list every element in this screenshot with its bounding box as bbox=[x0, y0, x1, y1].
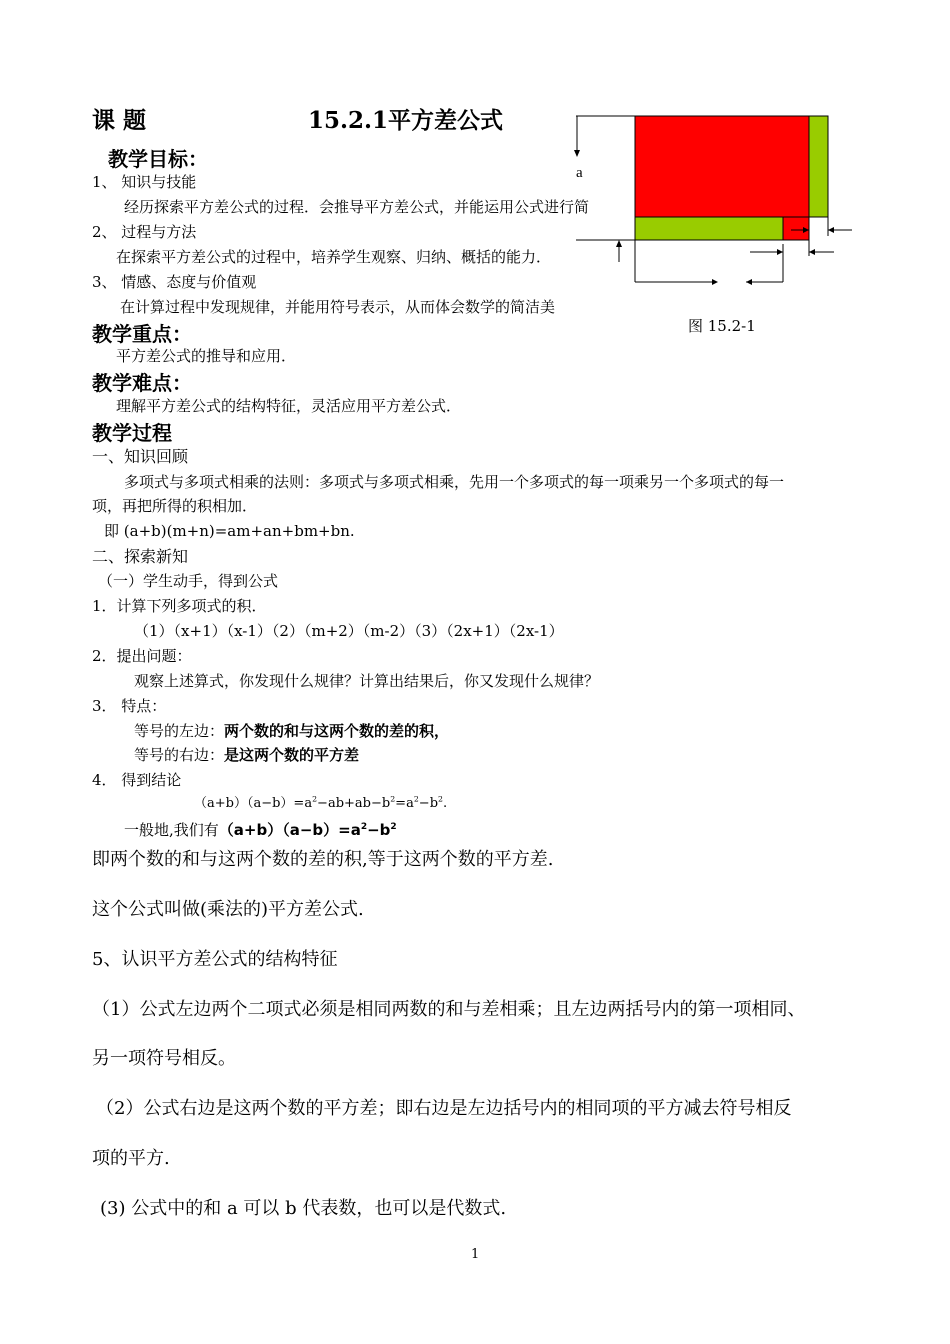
figure-green-right-strip bbox=[809, 116, 828, 217]
feature2-line1: （2）公式右边是这两个数的平方差；即右边是左边括号内的相同项的平方减去符号相反 bbox=[96, 1098, 792, 1119]
step3-left bbox=[134, 723, 449, 740]
step5-title: 5、认识平方差公式的结构特征 bbox=[92, 949, 338, 970]
step3-title: 3． 特点： bbox=[92, 697, 167, 715]
review-formula: 即 (a+b)(m+n)=am+an+bm+bn. bbox=[104, 522, 355, 540]
objective-1-text: 经历探索平方差公式的过程．会推导平方差公式，并能运用公式进行简 bbox=[124, 198, 590, 216]
general-exponent: 2 bbox=[360, 822, 368, 832]
general-formula bbox=[124, 822, 397, 839]
derivation-formula bbox=[194, 794, 448, 812]
lesson-label: 课 题 bbox=[92, 107, 147, 134]
derivation-exponent: 2 bbox=[438, 794, 443, 804]
general-formula-part: −b bbox=[367, 821, 391, 839]
process-heading: 教学过程 bbox=[92, 421, 172, 445]
formula-naming: 这个公式叫做(乘法的)平方差公式. bbox=[92, 899, 364, 920]
general-exponent: 2 bbox=[390, 822, 397, 832]
derivation-part: −b bbox=[418, 796, 439, 811]
derivation-part: −ab+ab−b bbox=[317, 796, 391, 811]
figure-15-2-1 bbox=[560, 104, 860, 344]
explore-title: 二、探索新知 bbox=[92, 547, 189, 566]
feature3: (3) 公式中的和 a 可以 b 代表数，也可以是代数式. bbox=[100, 1198, 507, 1219]
review-text-line1: 多项式与多项式相乘的法则：多项式与多项式相乘，先用一个多项式的每一项乘另一个多项式的每一 bbox=[124, 473, 785, 491]
step2-title: 2．提出问题： bbox=[92, 647, 192, 665]
derivation-exponent: 2 bbox=[413, 794, 419, 804]
difficulty-heading: 教学难点： bbox=[92, 371, 192, 395]
review-title: 一、知识回顾 bbox=[92, 447, 189, 466]
step3-right bbox=[134, 747, 359, 764]
step1-items: （1）（x+1）（x-1）（2）（m+2）（m-2）（3）（2x+1）（2x-1） bbox=[134, 622, 564, 640]
figure-green-bottom-strip bbox=[635, 217, 783, 240]
figure-label-a: a bbox=[576, 165, 583, 181]
objective-3-title: 3、 情感、态度与价值观 bbox=[92, 273, 257, 291]
step3-right-label: 等号的右边： bbox=[134, 746, 225, 764]
objective-2-text: 在探索平方差公式的过程中，培养学生观察、归纳、概括的能力． bbox=[116, 248, 552, 266]
page-number: 1 bbox=[471, 1247, 480, 1262]
derivation-part: . bbox=[442, 796, 448, 811]
objective-1-title: 1、 知识与技能 bbox=[92, 173, 197, 191]
general-prefix: 一般地,我们有 bbox=[124, 821, 219, 839]
derivation-exponent: 2 bbox=[312, 794, 318, 804]
feature1-line2: 另一项符号相反。 bbox=[92, 1048, 236, 1069]
objectives-heading: 教学目标： bbox=[108, 147, 208, 171]
keypoint-heading: 教学重点： bbox=[92, 322, 192, 346]
figure-caption: 图 15.2-1 bbox=[688, 317, 756, 335]
feature2-line2: 项的平方. bbox=[92, 1148, 170, 1169]
derivation-part: （a+b）（a−b）=a bbox=[194, 796, 313, 811]
sub1-title: （一）学生动手，得到公式 bbox=[98, 572, 279, 590]
keypoint-text: 平方差公式的推导和应用． bbox=[116, 347, 297, 365]
step1-title: 1．计算下列多项式的积． bbox=[92, 597, 267, 615]
derivation-exponent: 2 bbox=[390, 794, 396, 804]
step2-text: 观察上述算式，你发现什么规律？计算出结果后，你又发现什么规律？ bbox=[134, 672, 600, 690]
step3-left-label: 等号的左边： bbox=[134, 722, 225, 740]
formula-statement: 即两个数的和与这两个数的差的积,等于这两个数的平方差. bbox=[92, 849, 554, 870]
step4-title: 4． 得到结论 bbox=[92, 771, 182, 789]
general-formula-part: （a+b）（a−b）=a bbox=[218, 821, 361, 839]
lesson-title: 15.2.1平方差公式 bbox=[308, 107, 504, 134]
feature1-line1: （1）公式左边两个二项式必须是相同两数的和与差相乘；且左边两括号内的第一项相同、 bbox=[92, 999, 806, 1020]
figure-red-rect bbox=[635, 116, 809, 217]
objective-3-text: 在计算过程中发现规律，并能用符号表示，从而体会数学的简洁美 bbox=[120, 298, 556, 316]
difficulty-text: 理解平方差公式的结构特征，灵活应用平方差公式． bbox=[116, 397, 462, 415]
step3-left-text: 两个数的和与这两个数的差的积， bbox=[224, 722, 450, 740]
derivation-part: =a bbox=[395, 796, 414, 811]
step3-right-text: 是这两个数的平方差 bbox=[224, 746, 360, 764]
objective-2-title: 2、 过程与方法 bbox=[92, 223, 197, 241]
review-text-line2: 项，再把所得的积相加． bbox=[92, 497, 258, 515]
